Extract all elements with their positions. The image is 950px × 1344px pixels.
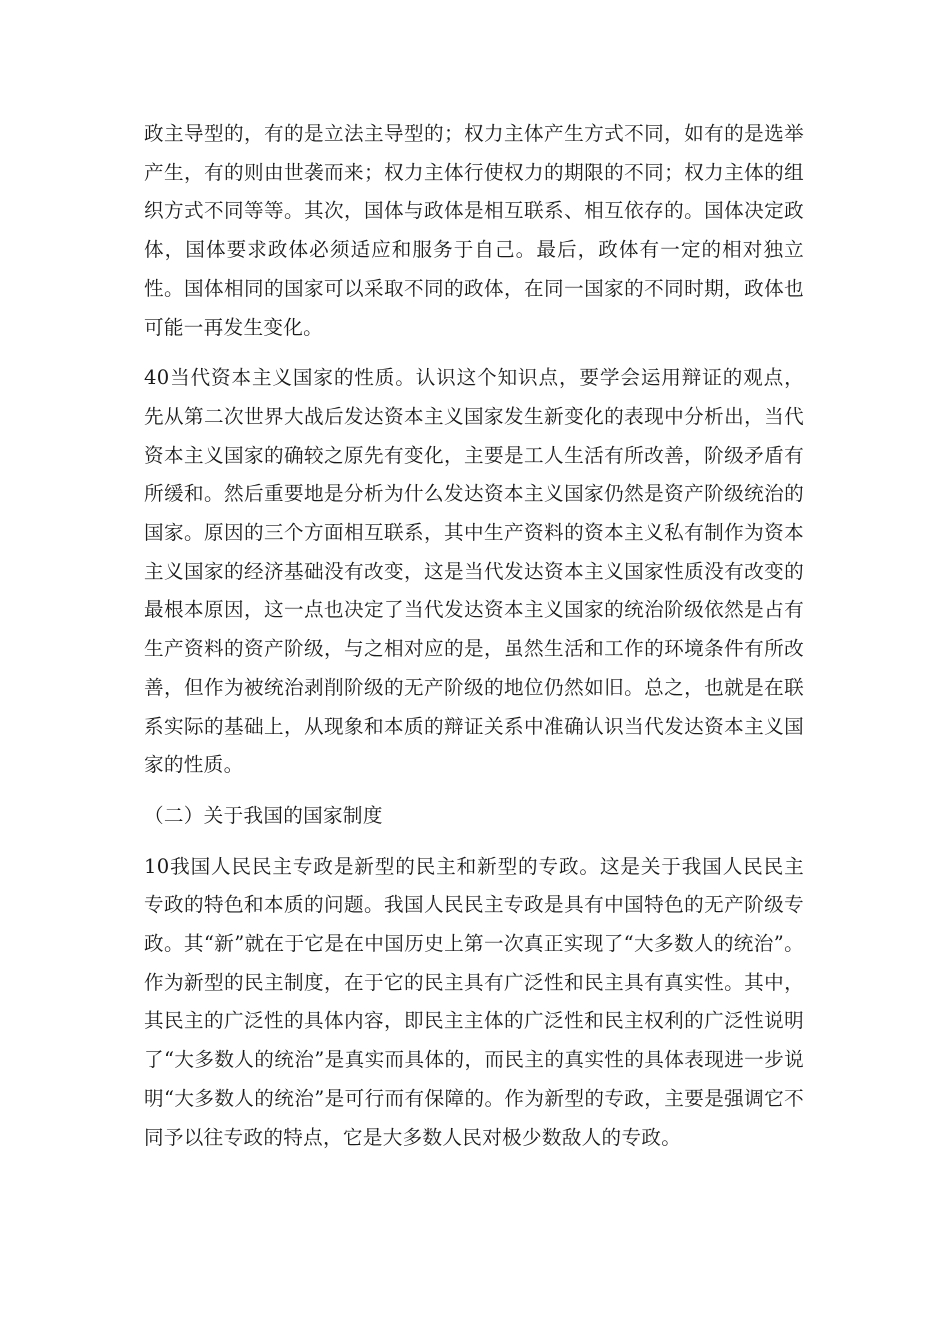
paragraph-peoples-democratic-dictatorship: 10我国人民民主专政是新型的民主和新型的专政。这是关于我国人民民主专政的特色和本质的问题。我国人民民主专政是具有中国特色的无产阶级专政。其“新”就在于它是在中国历史上第一次真正实现了“大多数人的统治”。作为新型的民主制度，在于它的民主具有广泛性和民主具有真实性。其中，其民主的广泛性的具体内容，即民主主体的广泛性和民主权利的广泛性说明了“大多数人的统治”是真实而具体的，而民主的真实性的具体表现进一步说明“大多数人的统治”是可行而有保障的。作为新型的专政，主要是强调它不同予以往专政的特点，它是大多数人民对极少数敌人的专政。: [144, 854, 804, 1149]
section-heading: （二）关于我国的国家制度: [144, 803, 383, 827]
paragraph-capitalist-state-nature: 40当代资本主义国家的性质。认识这个知识点，要学会运用辩证的观点，先从第二次世界大战后发达资本主义国家发生新变化的表现中分析出，当代资本主义国家的确较之原先有变化，主要是工人生活有所改善，阶级矛盾有所缓和。然后重要地是分析为什么发达资本主义国家仍然是资产阶级统治的国家。原因的三个方面相互联系，其中生产资料的资本主义私有制作为资本主义国家的经济基础没有改变，这是当代发达资本主义国家性质没有改变的最根本原因，这一点也决定了当代发达资本主义国家的统治阶级依然是占有生产资料的资产阶级，与之相对应的是，虽然生活和工作的环境条件有所改善，但作为被统治剥削阶级的无产阶级的地位仍然如旧。总之，也就是在联系实际的基础上，从现象和本质的辩证关系中准确认识当代发达资本主义国家的性质。: [144, 366, 804, 777]
paragraph-political-system: 政主导型的，有的是立法主导型的；权力主体产生方式不同，如有的是选举产生，有的则由世袭而来；权力主体行使权力的期限的不同；权力主体的组织方式不同等等。其次，国体与政体是相互联系、相互依存的。国体决定政体，国体要求政体必须适应和服务于自己。最后，政体有一定的相对独立性。国体相同的国家可以采取不同的政体，在同一国家的不同时期，政体也可能一再发生变化。: [144, 122, 804, 339]
document-page: [144, 115, 804, 1157]
